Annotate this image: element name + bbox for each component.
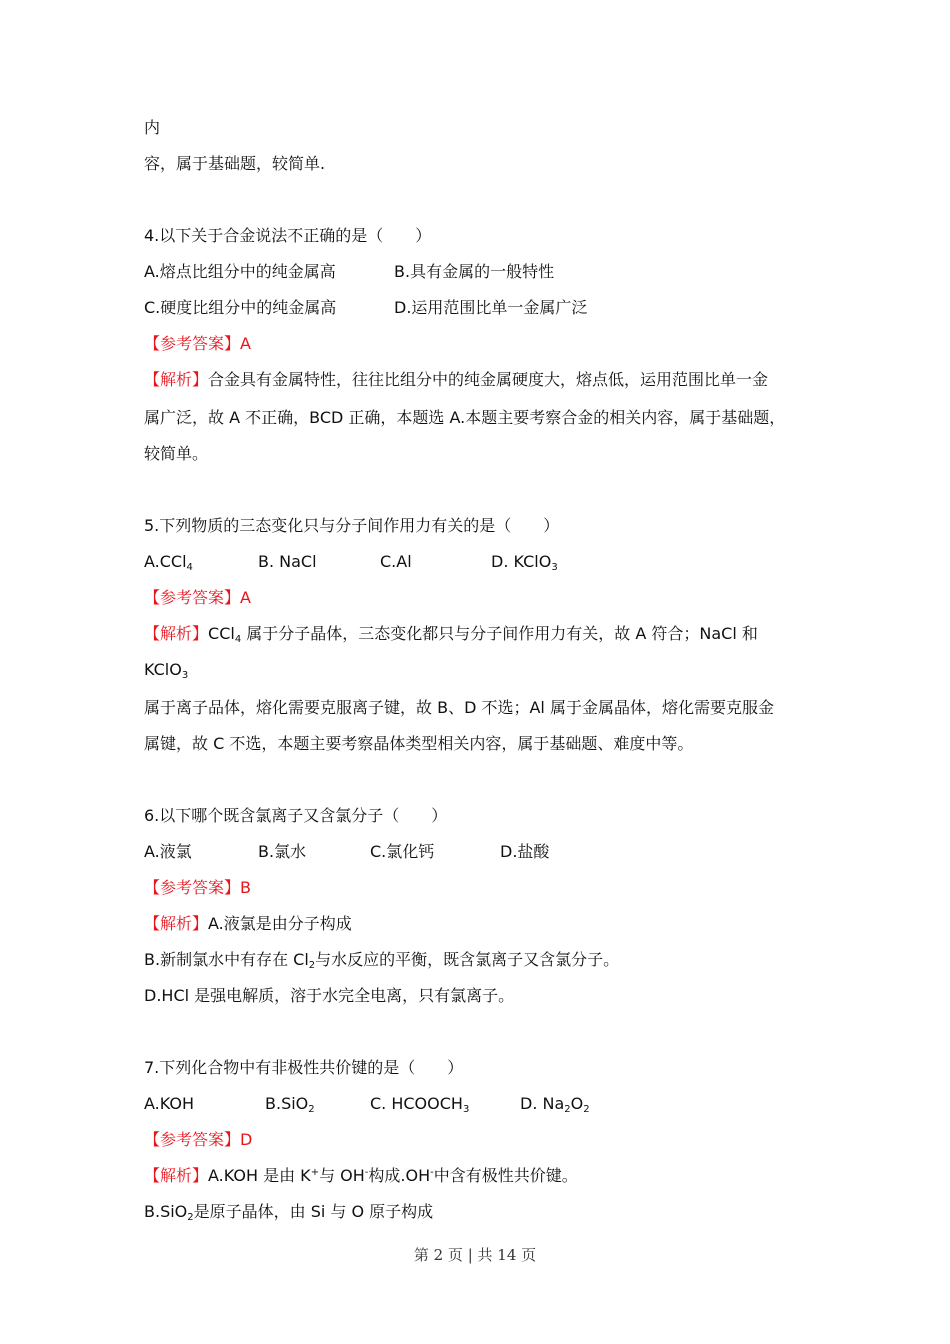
analysis-label: 【解析】: [144, 1166, 209, 1185]
analysis-text: 中含有极性共价键。: [433, 1166, 578, 1185]
subscript: 2: [583, 1104, 590, 1115]
analysis-text: A.KOH 是由 K: [208, 1166, 311, 1185]
formula: C. HCOOCH: [370, 1094, 463, 1113]
q4-stem: 4.以下关于合金说法不正确的是（ ）: [144, 226, 432, 245]
q5-option-b: [258, 552, 317, 572]
q7-option-c: [370, 1094, 469, 1114]
q5-analysis-line-3: 属于离子品体，熔化需要克服离子键，故 B、D 不选；Al 属于金属晶体，熔化需要克服金: [144, 698, 774, 717]
superscript: +: [310, 1167, 320, 1178]
q7-analysis-line-2: [144, 1202, 433, 1222]
q6-option-b: B.氯水: [258, 842, 307, 861]
q4-analysis-line-2: 属广泛，故 A 不正确，BCD 正确，本题选 A.本题主要考察合金的相关内容，属于基础题，: [144, 408, 786, 427]
analysis-text: 与 OH: [319, 1166, 365, 1185]
q5-answer: [144, 588, 251, 608]
q6-option-a: A.液氯: [144, 842, 192, 861]
continuation-line-1: 内: [144, 118, 161, 137]
q4-option-c: C.硬度比组分中的纯金属高: [144, 298, 337, 317]
answer-label: 【参考答案】: [144, 334, 241, 353]
q4-answer: [144, 334, 251, 354]
analysis-text: 合金具有金属特性，往往比组分中的纯金属硬度大，熔点低，运用范围比单一金: [208, 370, 769, 389]
q6-analysis-line-1: [144, 914, 352, 934]
analysis-label: 【解析】: [144, 624, 209, 643]
q4-analysis-line-1: [144, 370, 768, 390]
q4-option-b: B.具有金属的一般特性: [394, 262, 555, 281]
subscript: 4: [186, 562, 193, 573]
subscript: 2: [308, 1104, 315, 1115]
analysis-text: B.SiO: [144, 1202, 188, 1221]
answer-label: 【参考答案】: [144, 588, 241, 607]
answer-value: A: [240, 588, 251, 607]
answer-label: 【参考答案】: [144, 1130, 241, 1149]
subscript: 2: [308, 960, 316, 971]
subscript: 2: [564, 1104, 571, 1115]
analysis-text: KClO: [144, 660, 182, 679]
answer-value: B: [240, 878, 251, 897]
analysis-text: A.液氯是由分子构成: [208, 914, 352, 933]
q5-stem: 5.下列物质的三态变化只与分子间作用力有关的是（ ）: [144, 516, 560, 535]
q7-answer: [144, 1130, 252, 1150]
q5-option-a: [144, 552, 193, 572]
formula: B.SiO: [265, 1094, 309, 1113]
q4-analysis-line-3: 较简单。: [144, 444, 209, 463]
superscript: -: [430, 1167, 434, 1178]
analysis-text: CCl: [208, 624, 235, 643]
analysis-text: 是原子晶体，由 Si 与 O 原子构成: [193, 1202, 434, 1221]
analysis-text: B.新制氯水中有存在 Cl: [144, 950, 309, 969]
superscript: -: [364, 1167, 369, 1178]
q6-stem: 6.以下哪个既含氯离子又含氯分子（ ）: [144, 806, 448, 825]
analysis-text: 与水反应的平衡，既含氯离子又含氯分子。: [315, 950, 620, 969]
subscript: 3: [462, 1104, 470, 1115]
analysis-text: 构成.OH: [368, 1166, 431, 1185]
formula: D. Na: [520, 1094, 565, 1113]
q7-option-b: [265, 1094, 315, 1114]
subscript: 3: [181, 670, 189, 681]
formula: A.CCl: [144, 552, 187, 571]
q6-analysis-line-3: D.HCl 是强电解质，溶于水完全电离，只有氯离子。: [144, 986, 515, 1005]
q6-option-d: D.盐酸: [500, 842, 550, 861]
q7-stem: 7.下列化合物中有非极性共价键的是（ ）: [144, 1058, 464, 1077]
q6-answer: [144, 878, 251, 898]
q4-option-a: A.熔点比组分中的纯金属高: [144, 262, 336, 281]
analysis-label: 【解析】: [144, 914, 209, 933]
formula: C.Al: [380, 552, 412, 571]
q7-option-d: [520, 1094, 590, 1114]
formula: B. NaCl: [258, 552, 317, 571]
q7-analysis-line-1: [144, 1166, 578, 1186]
answer-label: 【参考答案】: [144, 878, 241, 897]
q4-option-d: D.运用范围比单一金属广泛: [394, 298, 588, 317]
page-number-footer: 第 2 页 | 共 14 页: [413, 1246, 537, 1264]
analysis-text: 属于分子晶体，三态变化都只与分子间作用力有关，故 A 符合；NaCl 和: [241, 624, 758, 643]
q5-analysis-line-1: [144, 624, 758, 644]
q5-option-c: [380, 552, 412, 572]
formula: O: [570, 1094, 584, 1113]
q5-analysis-line-2: [144, 660, 188, 680]
answer-value: D: [240, 1130, 253, 1149]
q6-analysis-line-2: [144, 950, 619, 970]
q7-option-a: A.KOH: [144, 1094, 194, 1113]
continuation-line-2: 容，属于基础题，较简单.: [144, 154, 326, 173]
subscript: 2: [187, 1212, 194, 1223]
q6-option-c: C.氯化钙: [370, 842, 435, 861]
subscript: 3: [551, 562, 558, 573]
analysis-label: 【解析】: [144, 370, 209, 389]
q5-option-d: [491, 552, 558, 572]
formula: D. KClO: [491, 552, 552, 571]
subscript: 4: [234, 634, 242, 645]
q5-analysis-line-4: 属键，故 C 不选，本题主要考察晶体类型相关内容，属于基础题、难度中等。: [144, 734, 694, 753]
answer-value: A: [240, 334, 251, 353]
